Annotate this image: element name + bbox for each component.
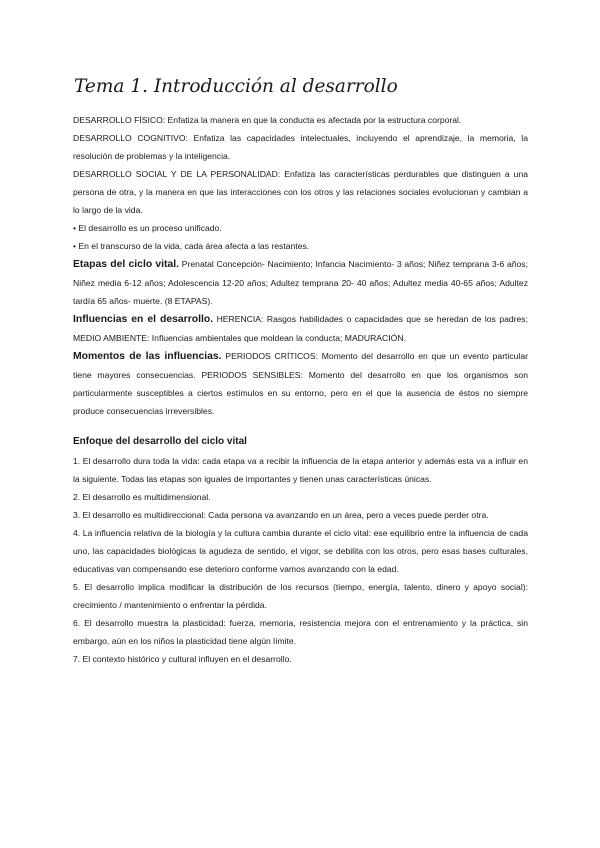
bullet-proceso-unificado: • El desarrollo es un proceso unificado. <box>73 223 222 233</box>
paragraph-desarrollo-cognitivo: DESARROLLO COGNITIVO: Enfatiza las capacidades intelectuales, incluyendo el aprendizaje, la memoria, la resolución de problemas y la inteligencia. <box>73 133 528 161</box>
list-item: 4. La influencia relativa de la biología y la cultura cambia durante el ciclo vital: ese equilibrio entre la influencia de cada uno, las capacidades biológicas la agudeza de sentido, el vigor, se debilita con los otros, pero esas bases culturales, educativas van compensando ese deterioro conforme vamos avanzando con la edad. <box>73 528 528 574</box>
section-spacer <box>73 420 528 432</box>
paragraph-desarrollo-fisico: DESARROLLO FÍSICO: Enfatiza la manera en que la conducta es afectada por la estructura corporal. <box>73 115 462 125</box>
document-body <box>73 111 528 668</box>
list-item: 5. El desarrollo implica modificar la distribución de los recursos (tiempo, energía, talento, dinero y apoyo social): crecimiento / mantenimiento o enfrentar la pérdida. <box>73 582 528 610</box>
list-item: 6. El desarrollo muestra la plasticidad: fuerza, memoria, resistencia mejora con el entrenamiento y la práctica, sin embargo, aún en los niños la plasticidad tiene algún límite. <box>73 618 528 646</box>
paragraph-influencias <box>73 310 528 347</box>
page-title: Tema 1. Introducción al desarrollo <box>74 76 398 97</box>
paragraph-momentos <box>73 347 528 420</box>
paragraph-desarrollo-social: DESARROLLO SOCIAL Y DE LA PERSONALIDAD: Enfatiza las características perdurables que distinguen a una persona de otra, y la manera en que las interacciones con los otros y las relaciones sociales evolucionan y cambian a lo largo de la vida. <box>73 169 528 215</box>
etapas-label: Etapas del ciclo vital. <box>73 259 180 270</box>
list-item: 7. El contexto histórico y cultural influyen en el desarrollo. <box>73 654 292 664</box>
momentos-text: PERIODOS CRÍTICOS: Momento del desarrollo en que un evento particular tiene mayores consecuencias. PERIODOS SENSIBLES: Momento del desarrollo en que los organismos son particularmente susceptibles a ciertos estímulos en su entorno, pero en el que la ausencia de éstos no siempre produce consecuencias irreversibles. <box>73 351 528 416</box>
bullet-area-afecta: • En el transcurso de la vida, cada área afecta a las restantes. <box>73 241 310 251</box>
list-item: 1. El desarrollo dura toda la vida: cada etapa va a recibir la influencia de la etapa anterior y además esta va a influir en la siguiente. Todas las etapas son iguales de importantes y tienen unas características únicas. <box>73 456 528 484</box>
influencias-label: Influencias en el desarrollo. <box>73 314 214 325</box>
list-item: 2. El desarrollo es multidimensional. <box>73 492 211 502</box>
etapas-text: Prenatal Concepción- Nacimiento; Infancia Nacimiento- 3 años; Niñez temprana 3-6 años; Niñez media 6-12 años; Adolescencia 12-20 años; Adultez temprana 20- 40 años; Adultez media 40-65 años; Adultez tardía 65 años- muerte. (8 ETAPAS). <box>73 259 528 306</box>
paragraph-etapas <box>73 255 528 310</box>
section-heading-enfoque: Enfoque del desarrollo del ciclo vital <box>73 436 247 447</box>
influencias-text: HERENCIA: Rasgos habilidades o capacidades que se heredan de los padres; MEDIO AMBIENTE: Influencias ambientales que moldean la conducta; MADURACIÓN. <box>73 314 528 343</box>
list-item: 3. El desarrollo es multidireccional: Cada persona va avanzando en un área, pero a veces puede perder otra. <box>73 510 489 520</box>
momentos-label: Momentos de las influencias. <box>73 351 222 362</box>
